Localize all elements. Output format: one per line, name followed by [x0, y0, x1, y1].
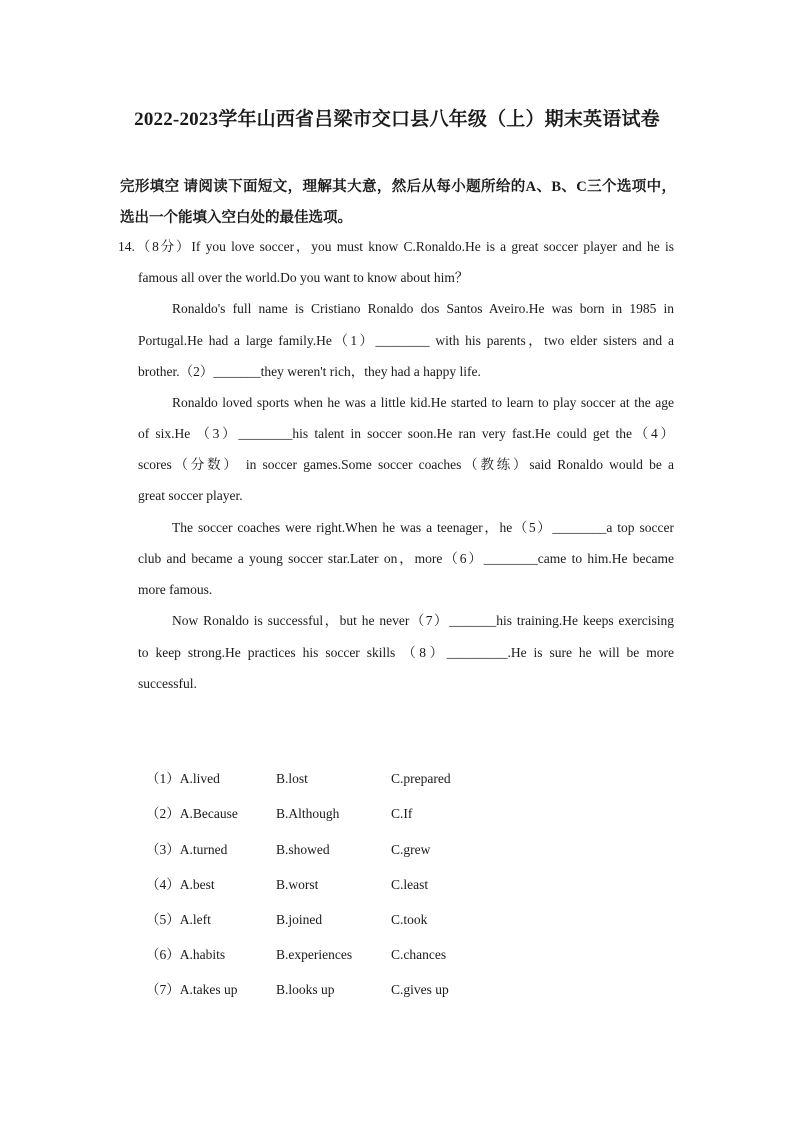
passage-line: to keep strong.He practices his soccer skills （8）_________.He is sure he will be more [138, 645, 674, 660]
option-c: C.gives up [391, 982, 449, 997]
passage-line: Ronaldo loved sports when he was a little kid.He started to learn to play soccer at the age [172, 395, 674, 410]
option-c: C.grew [391, 842, 431, 857]
option-b: B.looks up [276, 982, 335, 997]
passage-line: Ronaldo's full name is Cristiano Ronaldo dos Santos Aveiro.He was born in 1985 in [172, 301, 674, 316]
option-c: C.If [391, 806, 413, 821]
passage-line: great soccer player. [138, 488, 243, 503]
passage-line: Portugal.He had a large family.He（1）________ with his parents，two elder sisters and a [138, 333, 674, 348]
page-title: 2022-2023学年山西省吕梁市交口县八年级（上）期末英语试卷 [134, 109, 660, 130]
passage-line: of six.He （3）________his talent in soccer soon.He ran very fast.He could get the（4） [138, 426, 674, 441]
section-instruction [120, 172, 676, 234]
section-instruction-text: 请阅读下面短文，理解其大意，然后从每小题所给的A、B、C三个选项中，选出一个能填入空白处的最佳选项。 [120, 179, 676, 226]
passage-line: successful. [138, 676, 197, 691]
option-c: C.prepared [391, 771, 451, 786]
passage-line: club and became a young soccer star.Later on，more（6）________came to him.He became [138, 551, 674, 566]
option-b: B.experiences [276, 947, 353, 962]
option-b: B.lost [276, 771, 308, 786]
option-a: （3）A.turned [146, 842, 228, 857]
passage-line: more famous. [138, 582, 213, 597]
option-a: （2）A.Because [146, 806, 238, 821]
option-a: （5）A.left [146, 912, 211, 927]
option-c: C.least [391, 877, 429, 892]
option-c: C.took [391, 912, 428, 927]
passage-line: Now Ronaldo is successful，but he never（7）_______his training.He keeps exercising [172, 613, 674, 628]
passage-line: famous all over the world.Do you want to know about him？ [138, 270, 469, 285]
option-a: （1）A.lived [146, 771, 220, 786]
option-b: B.Although [276, 806, 340, 821]
passage-line: The soccer coaches were right.When he was a teenager，he（5）________a top soccer [172, 520, 674, 535]
passage-line: 14.（8分）If you love soccer，you must know C.Ronaldo.He is a great soccer player and he is [118, 239, 674, 254]
passage-line: scores（分数） in soccer games.Some soccer coaches（教练）said Ronaldo would be a [138, 457, 674, 472]
passage-line: brother.（2）_______they weren't rich，they had a happy life. [138, 364, 481, 379]
section-heading: 完形填空 [120, 179, 180, 195]
option-a: （4）A.best [146, 877, 215, 892]
option-c: C.chances [391, 947, 447, 962]
option-b: B.joined [276, 912, 323, 927]
option-b: B.showed [276, 842, 330, 857]
option-b: B.worst [276, 877, 319, 892]
option-a: （6）A.habits [146, 947, 226, 962]
option-a: （7）A.takes up [146, 982, 238, 997]
